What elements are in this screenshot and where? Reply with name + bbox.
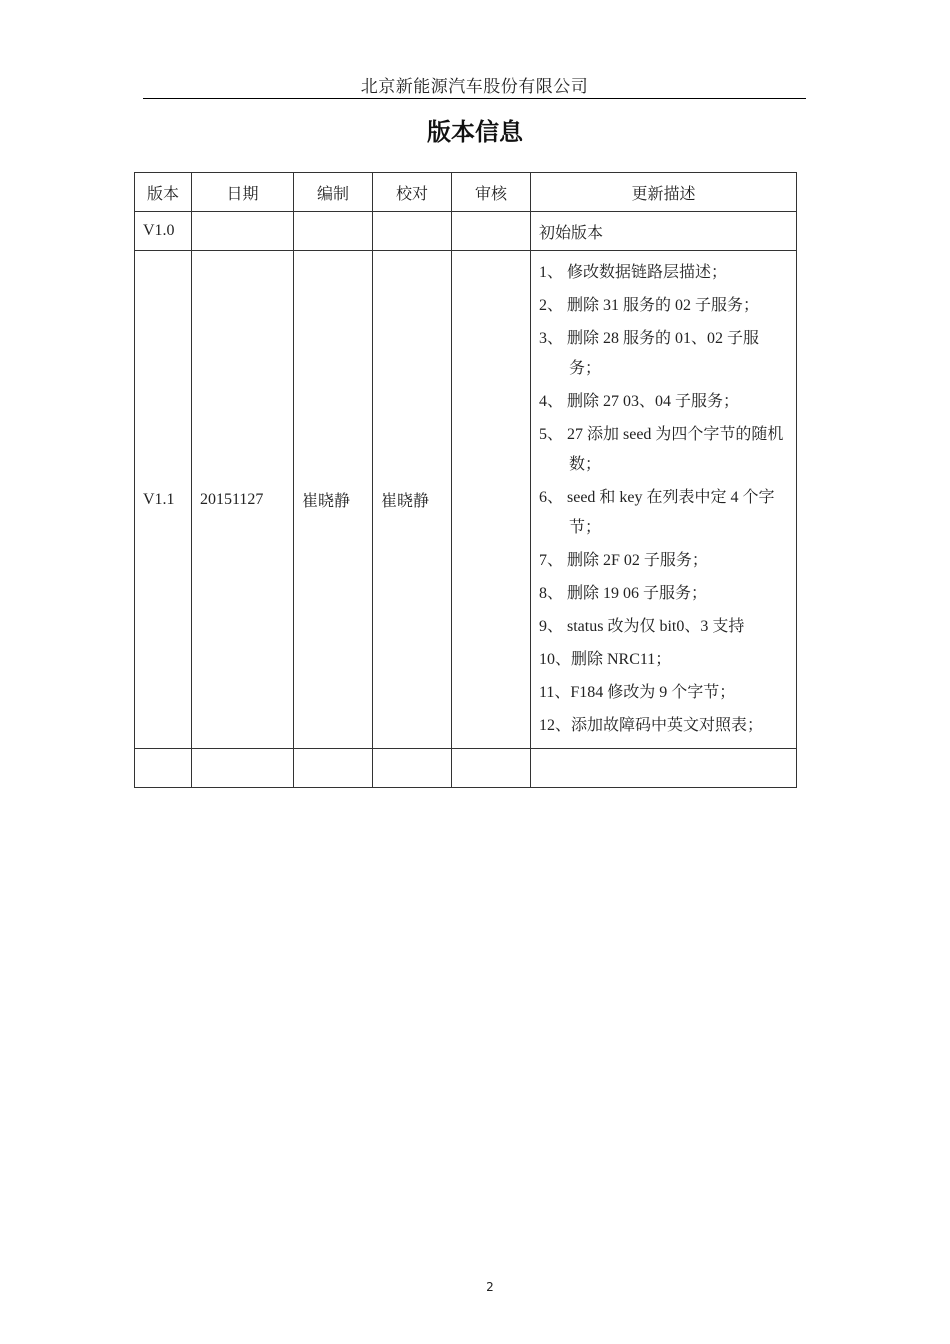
cell-checker: 崔晓静	[373, 251, 452, 749]
cell-date: 20151127	[192, 251, 294, 749]
cell-reviewer	[452, 212, 531, 251]
cell-author	[294, 212, 373, 251]
cell-checker	[373, 212, 452, 251]
cell-reviewer	[452, 251, 531, 749]
table-row	[135, 251, 797, 749]
list-item: 4、 删除 27 03、04 子服务；	[539, 392, 740, 410]
column-header-version: 版本	[135, 173, 192, 212]
cell-author	[294, 749, 373, 788]
column-header-reviewer: 审核	[452, 173, 531, 212]
cell-version: V1.1	[135, 251, 192, 749]
header-divider	[143, 98, 806, 99]
list-item: 2、 删除 31 服务的 02 子服务；	[539, 296, 760, 314]
list-item: 10、删除 NRC11；	[539, 650, 672, 668]
table-header-row	[135, 173, 797, 212]
column-header-description: 更新描述	[531, 173, 797, 212]
cell-author: 崔晓静	[294, 251, 373, 749]
column-header-checker: 校对	[373, 173, 452, 212]
cell-date	[192, 212, 294, 251]
cell-description	[531, 251, 797, 749]
list-item: 3、 删除 28 服务的 01、02 子服务；	[539, 329, 760, 377]
list-item: 5、 27 添加 seed 为四个字节的随机数；	[539, 425, 784, 473]
cell-description	[531, 749, 797, 788]
cell-checker	[373, 749, 452, 788]
list-item: 11、F184 修改为 9 个字节；	[539, 683, 736, 701]
version-history-table	[134, 172, 797, 788]
cell-date	[192, 749, 294, 788]
list-item: 9、 status 改为仅 bit0、3 支持	[539, 617, 745, 635]
cell-version: V1.0	[135, 212, 192, 251]
column-header-date: 日期	[192, 173, 294, 212]
table-row	[135, 212, 797, 251]
list-item: 7、 删除 2F 02 子服务；	[539, 551, 708, 569]
list-item: 8、 删除 19 06 子服务；	[539, 584, 708, 602]
list-item: 1、 修改数据链路层描述；	[539, 263, 728, 281]
table-row	[135, 749, 797, 788]
cell-description: 初始版本	[531, 212, 797, 251]
page-number: 2	[486, 1280, 494, 1294]
list-item: 12、添加故障码中英文对照表；	[539, 716, 764, 734]
list-item: 6、 seed 和 key 在列表中定 4 个字节；	[539, 488, 775, 536]
cell-reviewer	[452, 749, 531, 788]
cell-version	[135, 749, 192, 788]
column-header-author: 编制	[294, 173, 373, 212]
change-list	[539, 258, 788, 741]
page-title: 版本信息	[427, 118, 523, 146]
page-header-company: 北京新能源汽车股份有限公司	[360, 77, 589, 96]
